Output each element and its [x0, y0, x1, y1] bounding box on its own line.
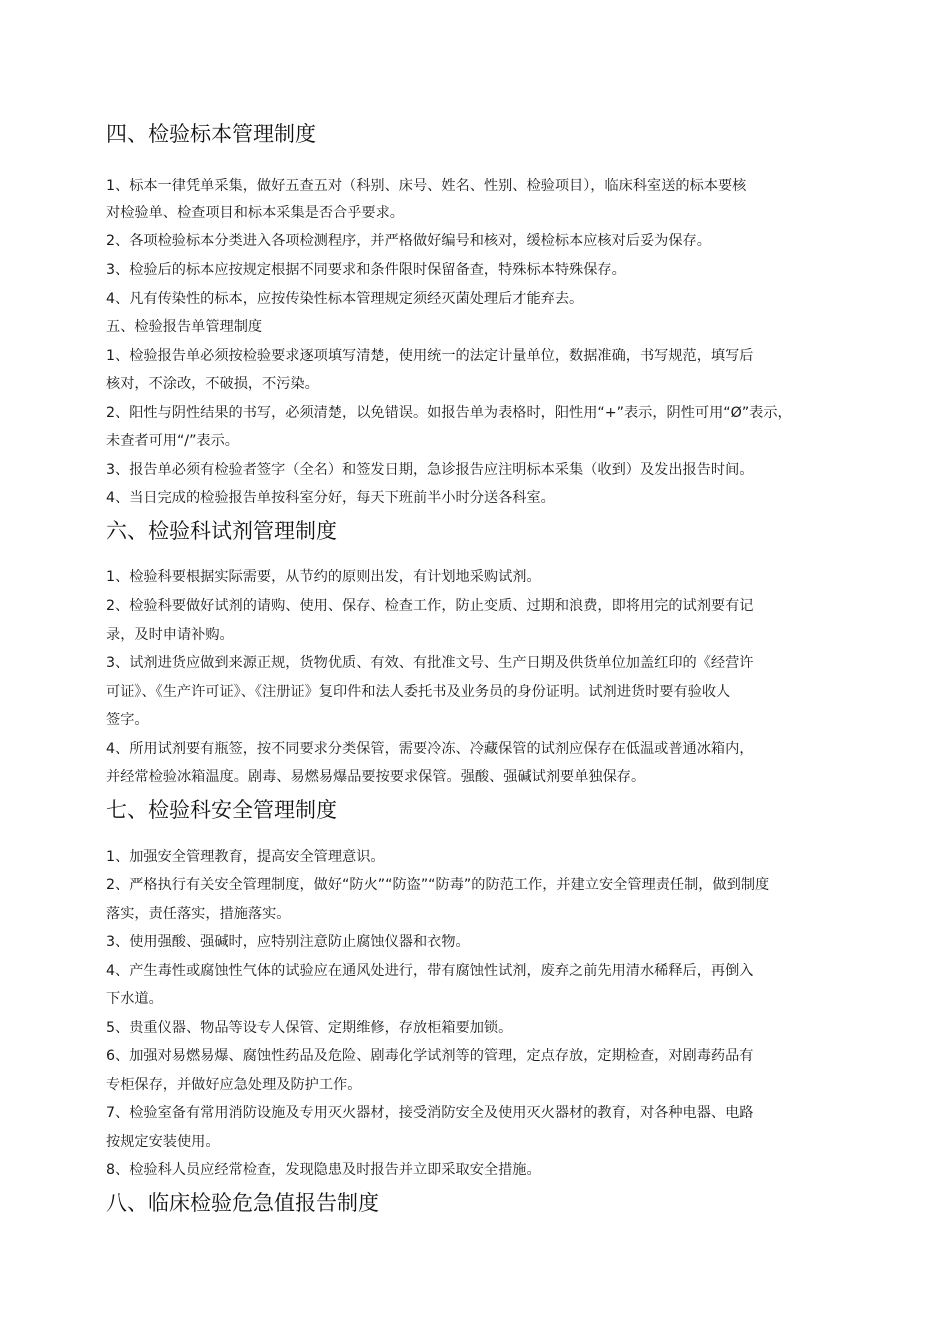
section-5-line-2: 核对，不涂改，不破损，不污染。: [106, 376, 319, 392]
section-heading-5: 五、检验报告单管理制度: [106, 319, 263, 335]
section-4-line-2: 对检验单、检查项目和标本采集是否合乎要求。: [106, 205, 404, 221]
section-4-line-1: 1、标本一律凭单采集，做好五查五对（科别、床号、姓名、性别、检验项目），临床科室送的标本要核: [106, 178, 747, 194]
section-heading-4: 四、检验标本管理制度: [106, 122, 316, 146]
section-6-line-7: 4、所用试剂要有瓶签，按不同要求分类保管，需要冷冻、冷藏保管的试剂应保存在低温或普通冰箱内，: [106, 741, 754, 757]
section-5-line-6: 4、当日完成的检验报告单按科室分好，每天下班前半小时分送各科室。: [106, 490, 555, 506]
section-4-line-4: 3、检验后的标本应按规定根据不同要求和条件限时保留备查，特殊标本特殊保存。: [106, 262, 626, 278]
section-5-line-5: 3、报告单必须有检验者签字（全名）和签发日期，急诊报告应注明标本采集（收到）及发出报告时间。: [106, 462, 754, 478]
section-7-line-3: 落实，责任落实，措施落实。: [106, 906, 291, 922]
section-heading-6: 六、检验科试剂管理制度: [106, 519, 337, 543]
section-7-line-4: 3、使用强酸、强碱时，应特别注意防止腐蚀仪器和衣物。: [106, 934, 470, 950]
section-7-line-10: 7、检验室备有常用消防设施及专用灭火器材，接受消防安全及使用灭火器材的教育，对各种电器、电路: [106, 1105, 754, 1121]
section-7-line-1: 1、加强安全管理教育，提高安全管理意识。: [106, 849, 385, 865]
section-heading-7: 七、检验科安全管理制度: [106, 798, 337, 822]
section-6-line-5: 可证》、《生产许可证》、《注册证》复印件和法人委托书及业务员的身份证明。试剂进货时要有验收人: [106, 684, 731, 700]
section-7-line-9: 专柜保存，并做好应急处理及防护工作。: [106, 1077, 362, 1093]
section-heading-8: 八、临床检验危急值报告制度: [106, 1191, 379, 1215]
section-4-line-3: 2、各项检验标本分类进入各项检测程序，并严格做好编号和核对，缓检标本应核对后妥为保存。: [106, 233, 711, 249]
section-7-line-8: 6、加强对易燃易爆、腐蚀性药品及危险、剧毒化学试剂等的管理，定点存放，定期检查，对剧毒药品有: [106, 1048, 754, 1064]
section-6-line-2: 2、检验科要做好试剂的请购、使用、保存、检查工作，防止变质、过期和浪费，即将用完的试剂要有记: [106, 598, 754, 614]
section-7-line-11: 按规定安装使用。: [106, 1134, 220, 1150]
section-6-line-8: 并经常检验冰箱温度。剧毒、易燃易爆品要按要求保管。强酸、强碱试剂要单独保存。: [106, 769, 646, 785]
section-7-line-2: 2、严格执行有关安全管理制度，做好“防火”“防盗”“防毒”的防范工作，并建立安全管理责任制，做到制度: [106, 877, 770, 893]
section-5-line-4: 未查者可用“/”表示。: [106, 433, 239, 449]
section-6-line-3: 录，及时申请补购。: [106, 627, 234, 643]
section-6-line-6: 签字。: [106, 712, 149, 728]
section-6-line-1: 1、检验科要根据实际需要，从节约的原则出发，有计划地采购试剂。: [106, 569, 541, 585]
section-7-line-7: 5、贵重仪器、物品等设专人保管、定期维修，存放柜箱要加锁。: [106, 1020, 513, 1036]
section-5-line-1: 1、检验报告单必须按检验要求逐项填写清楚，使用统一的法定计量单位，数据准确，书写规范，填写后: [106, 348, 754, 364]
section-7-line-6: 下水道。: [106, 991, 163, 1007]
section-6-line-4: 3、试剂进货应做到来源正规，货物优质、有效、有批准文号、生产日期及供货单位加盖红印的《经营许: [106, 655, 754, 671]
section-7-line-5: 4、产生毒性或腐蚀性气体的试验应在通风处进行，带有腐蚀性试剂，废弃之前先用清水稀释后，再倒入: [106, 963, 754, 979]
section-4-line-5: 4、凡有传染性的标本，应按传染性标本管理规定须经灭菌处理后才能弃去。: [106, 291, 584, 307]
section-5-line-3: 2、阳性与阴性结果的书写，必须清楚，以免错误。如报告单为表格时，阳性用“+”表示，阴性可用“Ø”表示，: [106, 405, 792, 421]
section-7-line-12: 8、检验科人员应经常检查，发现隐患及时报告并立即采取安全措施。: [106, 1162, 541, 1178]
